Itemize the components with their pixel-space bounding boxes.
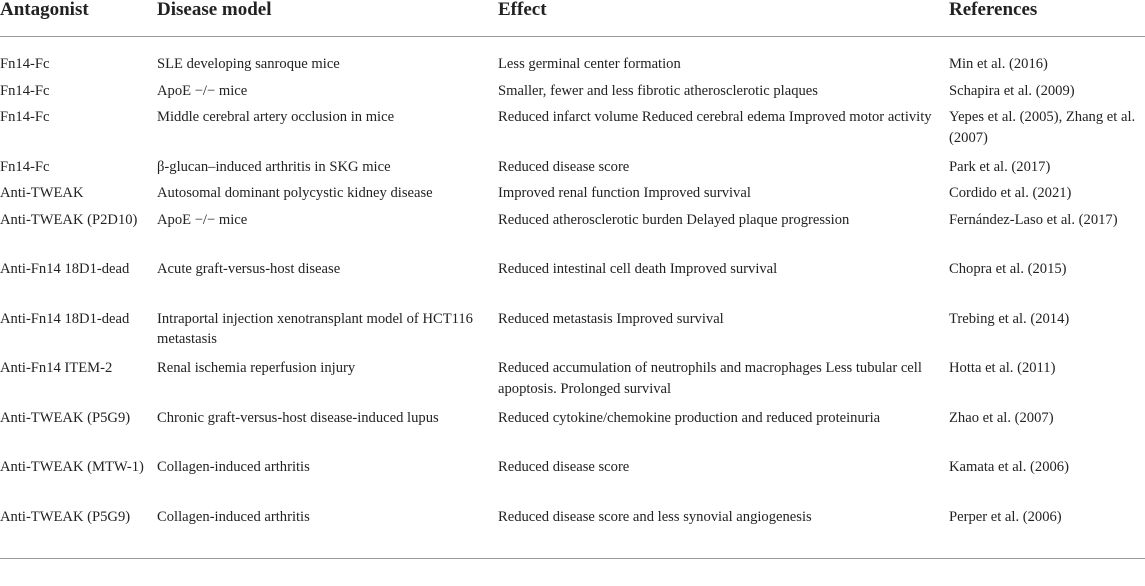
- header-effect: Effect: [498, 0, 949, 37]
- cell-disease-model: Collagen-induced arthritis: [157, 503, 498, 558]
- cell-effect: Reduced infarct volume Reduced cerebral edema Improved motor activity: [498, 109, 932, 125]
- cell-antagonist: Anti-TWEAK (P5G9): [0, 409, 131, 426]
- table-body: [0, 37, 1145, 559]
- cell-antagonist: Anti-Fn14 ITEM-2: [0, 360, 113, 376]
- header-references: References: [949, 0, 1145, 37]
- table-row: [0, 37, 1145, 78]
- cell-effect: Improved renal function Improved survival: [498, 185, 751, 201]
- cell-disease-model: Autosomal dominant polycystic kidney disease: [157, 185, 433, 201]
- cell-antagonist: Fn14-Fc: [0, 82, 50, 99]
- cell-antagonist: Anti-Fn14 18D1-dead: [0, 310, 130, 327]
- cell-effect: Reduced disease score and less synovial angiogenesis: [498, 503, 949, 558]
- table-row: [0, 256, 1145, 306]
- cell-antagonist: Anti-TWEAK (P5G9): [0, 503, 157, 558]
- cell-antagonist: Anti-TWEAK (P2D10): [0, 211, 138, 228]
- cell-antagonist: Fn14-Fc: [0, 56, 50, 72]
- cell-reference: Cordido et al. (2021): [949, 185, 1072, 201]
- cell-effect: Smaller, fewer and less fibrotic atherosclerotic plaques: [498, 82, 818, 99]
- header-row: [0, 0, 1145, 37]
- cell-disease-model: Chronic graft-versus-host disease-induced lupus: [157, 409, 439, 426]
- header-antagonist: Antagonist: [0, 0, 157, 37]
- cell-reference: Park et al. (2017): [949, 158, 1051, 175]
- cell-disease-model: ApoE −/− mice: [157, 82, 248, 99]
- header-disease-model: Disease model: [157, 0, 498, 37]
- cell-effect: Reduced disease score: [498, 459, 630, 475]
- cell-reference: Hotta et al. (2011): [949, 360, 1056, 376]
- cell-effect: Reduced atherosclerotic burden Delayed plaque progression: [498, 211, 850, 228]
- cell-reference: Fernández-Laso et al. (2017): [949, 211, 1118, 228]
- cell-disease-model: SLE developing sanroque mice: [157, 56, 340, 72]
- table-row: [0, 77, 1145, 104]
- cell-effect: Less germinal center formation: [498, 56, 681, 72]
- cell-effect: Reduced disease score: [498, 158, 630, 175]
- cell-effect: Reduced cytokine/chemokine production and reduced proteinuria: [498, 409, 881, 426]
- cell-reference: Zhao et al. (2007): [949, 409, 1054, 426]
- cell-reference: Kamata et al. (2006): [949, 459, 1069, 475]
- table-row: [0, 305, 1145, 355]
- cell-disease-model: ApoE −/− mice: [157, 211, 248, 228]
- cell-effect: Reduced intestinal cell death Improved survival: [498, 261, 778, 277]
- cell-reference: Trebing et al. (2014): [949, 310, 1070, 327]
- cell-reference: Min et al. (2016): [949, 56, 1048, 72]
- table-row: [0, 404, 1145, 454]
- table-row: [0, 454, 1145, 504]
- cell-antagonist: Anti-TWEAK (MTW-1): [0, 459, 144, 475]
- cell-disease-model: Acute graft-versus-host disease: [157, 261, 341, 277]
- table-row: [0, 503, 1145, 558]
- cell-reference: Chopra et al. (2015): [949, 261, 1067, 277]
- cell-reference: Yepes et al. (2005), Zhang et al. (2007): [949, 109, 1136, 146]
- cell-reference: Schapira et al. (2009): [949, 82, 1075, 99]
- cell-antagonist: Anti-TWEAK: [0, 185, 84, 201]
- cell-effect: Reduced metastasis Improved survival: [498, 310, 724, 327]
- cell-disease-model: Collagen-induced arthritis: [157, 459, 310, 475]
- cell-antagonist: Fn14-Fc: [0, 158, 50, 175]
- cell-effect: Reduced accumulation of neutrophils and macrophages Less tubular cell apoptosis. Prolonged survival: [498, 360, 922, 397]
- cell-reference: Perper et al. (2006): [949, 503, 1145, 558]
- table-header: [0, 0, 1145, 37]
- cell-disease-model: Middle cerebral artery occlusion in mice: [157, 109, 395, 125]
- table-row: [0, 104, 1145, 154]
- cell-antagonist: Fn14-Fc: [0, 109, 50, 125]
- cell-disease-model: β-glucan–induced arthritis in SKG mice: [157, 158, 391, 175]
- table-row: [0, 206, 1145, 256]
- cell-disease-model: Renal ischemia reperfusion injury: [157, 360, 356, 376]
- table-row: [0, 355, 1145, 405]
- table-row: [0, 180, 1145, 207]
- cell-disease-model: Intraportal injection xenotransplant model of HCT116 metastasis: [157, 310, 473, 347]
- table-row: [0, 153, 1145, 180]
- cell-antagonist: Anti-Fn14 18D1-dead: [0, 261, 130, 277]
